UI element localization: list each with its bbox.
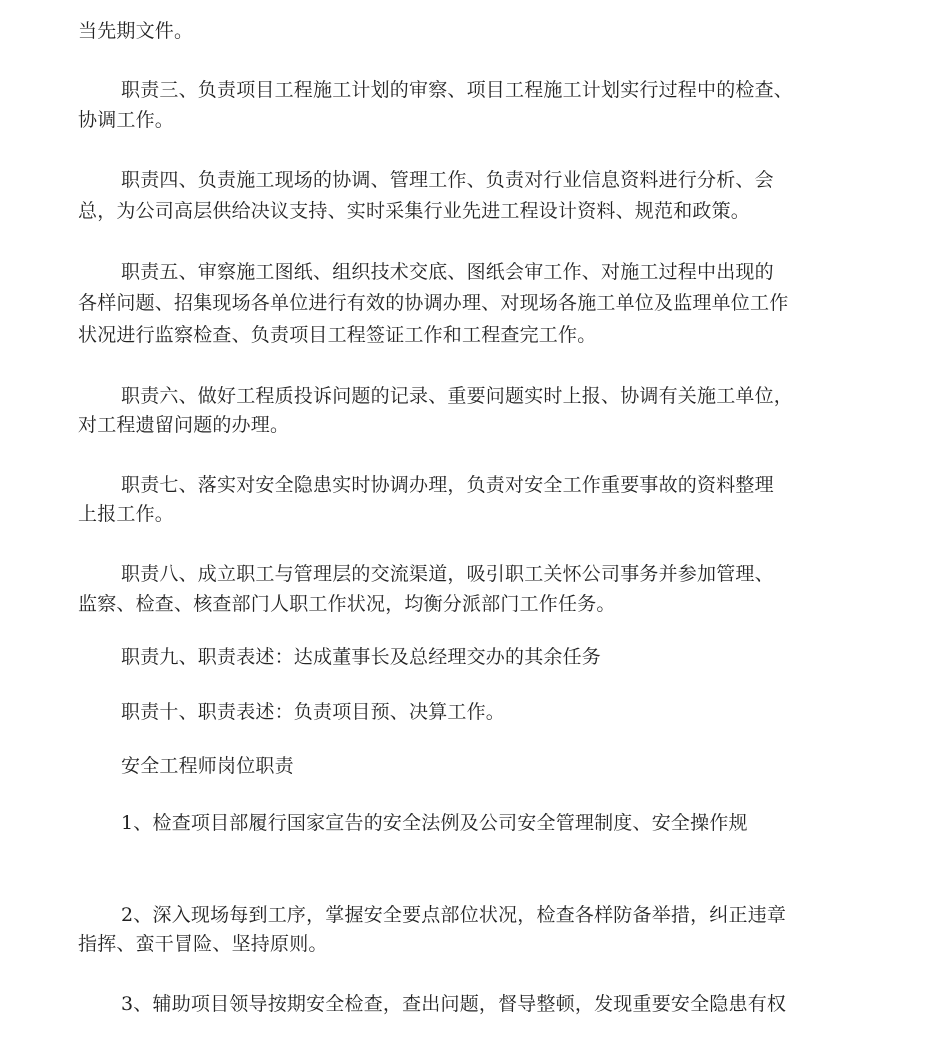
text-line: 指挥、蛮干冒险、坚持原则。 [78,933,328,955]
text-line: 协调工作。 [78,109,175,131]
text-line: 当先期文件。 [78,20,194,42]
text-line: 对工程遗留问题的办理。 [78,414,290,436]
text-line: 上报工作。 [78,503,175,525]
text-line: 3、辅助项目领导按期安全检查，查出问题，督导整顿，发现重要安全隐患有权 [121,993,787,1015]
text-line: 职责四、负责施工现场的协调、管理工作、负责对行业信息资料进行分析、会 [121,169,774,191]
text-line: 各样问题、招集现场各单位进行有效的协调办理、对现场各施工单位及监理单位工作 [78,292,789,314]
text-line: 职责三、负责项目工程施工计划的审察、项目工程施工计划实行过程中的检查、 [121,79,794,101]
text-line: 职责十、职责表述：负责项目预、决算工作。 [121,701,506,723]
text-line: 职责五、审察施工图纸、组织技术交底、图纸会审工作、对施工过程中出现的 [121,261,774,283]
text-line: 职责七、落实对安全隐患实时协调办理，负责对安全工作重要事故的资料整理 [121,474,774,496]
section-heading: 安全工程师岗位职责 [121,755,294,777]
text-line: 职责八、成立职工与管理层的交流渠道，吸引职工关怀公司事务并参加管理、 [121,563,774,585]
text-line: 职责九、职责表述：达成董事长及总经理交办的其余任务 [121,646,602,668]
text-line: 状况进行监察检查、负责项目工程签证工作和工程查完工作。 [78,324,597,346]
text-line: 监察、检查、核查部门人职工作状况，均衡分派部门工作任务。 [78,593,616,615]
text-line: 职责六、做好工程质投诉问题的记录、重要问题实时上报、协调有关施工单位， [121,385,794,407]
text-line: 2、深入现场每到工序，掌握安全要点部位状况，检查各样防备举措，纠正违章 [121,904,787,926]
text-line: 总，为公司高层供给决议支持、实时采集行业先进工程设计资料、规范和政策。 [78,200,751,222]
text-line: 1、检查项目部履行国家宣告的安全法例及公司安全管理制度、安全操作规 [121,812,748,834]
